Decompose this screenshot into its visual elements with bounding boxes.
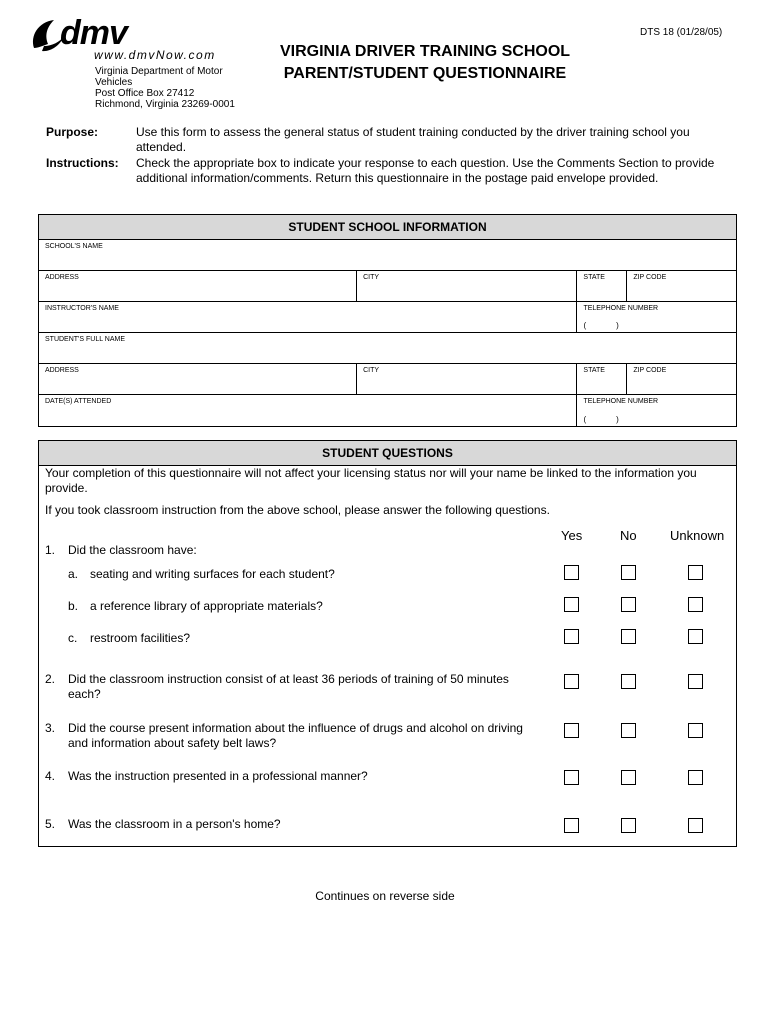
q5-number: 5.: [45, 817, 56, 831]
questions-section: [38, 440, 737, 847]
form-title: VIRGINIA DRIVER TRAINING SCHOOL PARENT/STUDENT QUESTIONNAIRE: [279, 43, 571, 82]
q4-number: 4.: [45, 769, 56, 783]
q1b-yes-checkbox[interactable]: [564, 597, 579, 612]
q1a-yes-checkbox[interactable]: [564, 565, 579, 580]
q1c-letter: c.: [68, 631, 78, 645]
q2-number: 2.: [45, 672, 56, 686]
q2-yes-checkbox[interactable]: [564, 674, 579, 689]
q2-no-checkbox[interactable]: [621, 674, 636, 689]
q1b-no-checkbox[interactable]: [621, 597, 636, 612]
school-info-heading: STUDENT SCHOOL INFORMATION: [39, 215, 736, 240]
q4-unknown-checkbox[interactable]: [688, 770, 703, 785]
q4-text: Was the instruction presented in a professional manner?: [68, 769, 368, 783]
q1c-no-checkbox[interactable]: [621, 629, 636, 644]
classroom-intro: If you took classroom instruction from the above school, please answer the following questions.: [45, 503, 550, 517]
q1c-text: restroom facilities?: [90, 631, 191, 645]
q5-text: Was the classroom in a person's home?: [68, 817, 281, 831]
student-address-field[interactable]: ADDRESS: [39, 364, 357, 394]
student-telephone-field[interactable]: TELEPHONE NUMBER ( ): [583, 398, 659, 424]
instructions-text: Check the appropriate box to indicate your response to each question. Use the Comments Section to provide additional information/comments. Return this questionnaire in the postage paid envelope provided.: [136, 156, 715, 185]
q1b-unknown-checkbox[interactable]: [688, 597, 703, 612]
q3-text: Did the course present information about the influence of drugs and alcohol on driving and information about safety belt laws?: [68, 721, 523, 750]
student-state-field[interactable]: STATE: [577, 364, 627, 394]
column-yes: Yes: [561, 528, 583, 543]
q5-yes-checkbox[interactable]: [564, 818, 579, 833]
school-info-section: [38, 214, 737, 427]
instructions-label: Instructions:: [46, 156, 119, 170]
student-zip-field[interactable]: ZIP CODE: [633, 367, 667, 374]
q4-yes-checkbox[interactable]: [564, 770, 579, 785]
q2-unknown-checkbox[interactable]: [688, 674, 703, 689]
q3-no-checkbox[interactable]: [621, 723, 636, 738]
q1b-text: a reference library of appropriate materials?: [90, 599, 323, 613]
instructor-name-field[interactable]: INSTRUCTOR'S NAME: [39, 302, 577, 332]
questions-notice: Your completion of this questionnaire will not affect your licensing status nor will your name be linked to the information you provide.: [45, 466, 697, 495]
dmv-wordmark: dmv: [60, 14, 127, 52]
school-city-field[interactable]: CITY: [357, 271, 577, 301]
q1a-no-checkbox[interactable]: [621, 565, 636, 580]
q2-text: Did the classroom instruction consist of at least 36 periods of training of 50 minutes each?: [68, 672, 509, 701]
school-zip-field[interactable]: ZIP CODE: [633, 274, 667, 281]
student-city-field[interactable]: CITY: [357, 364, 577, 394]
school-name-field[interactable]: SCHOOL'S NAME: [45, 243, 103, 250]
student-name-field[interactable]: STUDENT'S FULL NAME: [45, 336, 126, 343]
q3-number: 3.: [45, 721, 56, 735]
q5-no-checkbox[interactable]: [621, 818, 636, 833]
dmv-logo: [30, 14, 260, 110]
q1-number: 1.: [45, 543, 56, 557]
purpose-label: Purpose:: [46, 125, 99, 139]
dmv-address: Virginia Department of Motor Vehicles Post Office Box 27412 Richmond, Virginia 23269-0001: [95, 66, 235, 110]
q3-yes-checkbox[interactable]: [564, 723, 579, 738]
questions-heading: STUDENT QUESTIONS: [39, 441, 736, 466]
q1b-letter: b.: [68, 599, 79, 613]
q1c-yes-checkbox[interactable]: [564, 629, 579, 644]
purpose-text: Use this form to assess the general status of student training conducted by the driver training school you attended.: [136, 125, 690, 154]
school-address-field[interactable]: ADDRESS: [39, 271, 357, 301]
q1a-letter: a.: [68, 567, 79, 581]
q5-unknown-checkbox[interactable]: [688, 818, 703, 833]
dates-attended-field[interactable]: DATE(S) ATTENDED: [39, 395, 577, 426]
intro-section: [46, 125, 736, 187]
column-unknown: Unknown: [670, 528, 725, 543]
form-id: DTS 18 (01/28/05): [640, 27, 723, 38]
column-no: No: [620, 528, 637, 543]
dmv-url: www.dmvNow.com: [94, 48, 216, 62]
school-telephone-field[interactable]: TELEPHONE NUMBER ( ): [583, 305, 659, 330]
q1a-text: seating and writing surfaces for each student?: [90, 567, 335, 581]
q4-no-checkbox[interactable]: [621, 770, 636, 785]
q1a-unknown-checkbox[interactable]: [688, 565, 703, 580]
q1-text: Did the classroom have:: [68, 543, 197, 557]
school-state-field[interactable]: STATE: [577, 271, 627, 301]
continues-note: Continues on reverse side: [315, 889, 455, 903]
q3-unknown-checkbox[interactable]: [688, 723, 703, 738]
q1c-unknown-checkbox[interactable]: [688, 629, 703, 644]
